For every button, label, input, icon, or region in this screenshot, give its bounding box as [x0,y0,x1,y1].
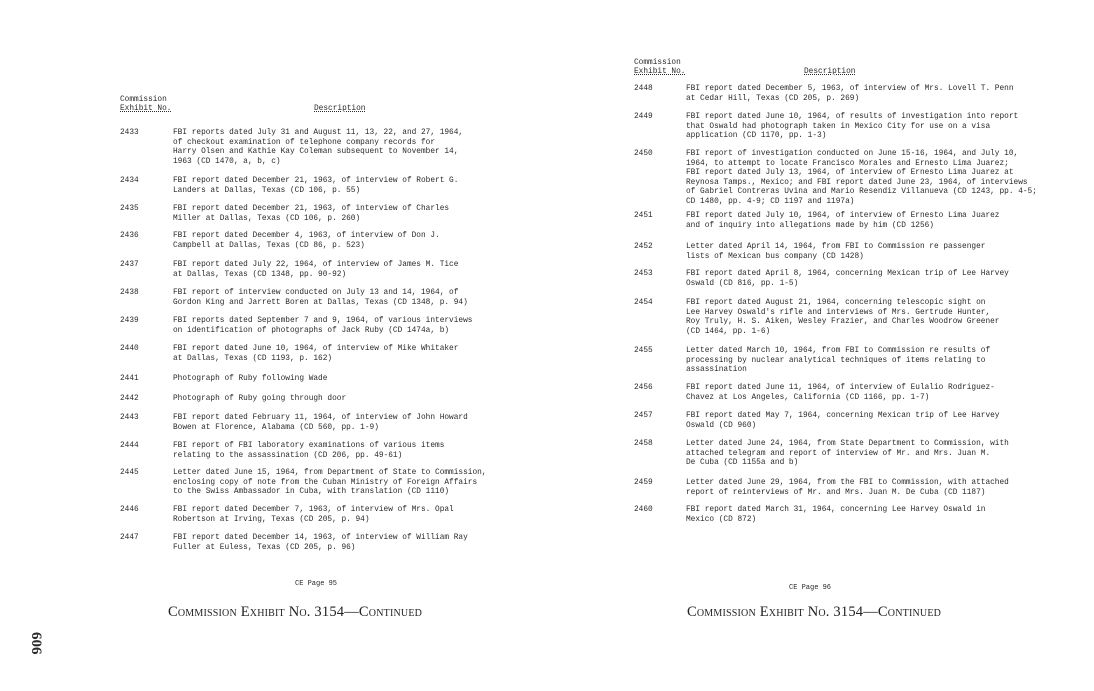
description-line: Campbell at Dallas, Texas (CD 86, p. 523) [173,241,365,250]
description-line: FBI report dated April 8, 1964, concerning Mexican trip of Lee Harvey [686,270,1009,278]
column-header-exhibit-line2: Exhibit No. [120,105,172,113]
description-line: FBI report dated December 21, 1963, of interview of Charles [173,205,450,213]
description-line: (CD 1464, pp. 1-6) [686,327,771,336]
column-header-exhibit-line2: Exhibit No. [634,68,686,76]
description-line: Bowen at Florence, Alabama (CD 560, pp. 1-9) [173,423,379,432]
description-line: FBI report dated December 5, 1963, of interview of Mrs. Lovell T. Penn [686,85,1014,93]
description-line: FBI report of investigation conducted on June 15-16, 1964, and July 10, [686,150,1019,158]
description-line: FBI report dated December 4, 1963, of interview of Don J. [173,232,440,240]
description-line: 1964, to attempt to locate Francisco Morales and Ernesto Lima Juarez; [686,159,1009,168]
exhibit-number: 2433 [120,129,139,137]
description-line: Roy Truly, H. S. Aiken, Wesley Frazier, and Charles Woodrow Greener [686,318,1000,327]
exhibit-number: 2444 [120,442,139,450]
description-line: CD 1480, pp. 4-9; CD 1197 and 1197a) [686,197,855,206]
exhibit-number: 2447 [120,534,139,542]
ce-page-label: CE Page 95 [295,580,338,588]
exhibit-description [173,345,458,364]
exhibit-description [686,412,1000,431]
exhibit-number: 2438 [120,289,139,297]
exhibit-description [173,289,468,308]
description-line: Fuller at Euless, Texas (CD 205, p. 96) [173,543,356,552]
exhibit-number: 2458 [634,440,653,448]
description-line: and of inquiry into allegations made by him (CD 1256) [686,221,934,230]
description-line: FBI report dated July 22, 1964, of interview of James M. Tice [173,261,459,269]
description-line: Harry Olsen and Kathie Kay Coleman subsequent to November 14, [173,148,459,157]
description-line: Letter dated March 10, 1964, from FBI to Commission re results of [686,347,991,355]
description-line: at Cedar Hill, Texas (CD 205, p. 269) [686,94,860,103]
exhibit-number: 2452 [634,243,653,251]
description-line: FBI report dated June 10, 1964, of results of investigation into report [686,113,1019,121]
description-line: FBI reports dated July 31 and August 11, 13, 22, and 27, 1964, [173,129,464,137]
exhibit-description [686,506,985,525]
exhibit-description [686,243,985,262]
description-line: FBI report dated March 31, 1964, concerning Lee Harvey Oswald in [686,506,986,514]
exhibit-number: 2460 [634,506,653,514]
description-line: FBI reports dated September 7 and 9, 1964, of various interviews [173,317,473,325]
exhibit-number: 2454 [634,299,653,307]
exhibit-number: 2459 [634,479,653,487]
exhibit-number: 2434 [120,177,139,185]
description-line: FBI report of FBI laboratory examinations of various items [173,442,445,450]
column-header-exhibit-line1: Commission [634,59,681,67]
description-line: at Dallas, Texas (CD 1348, pp. 90-92) [173,270,347,279]
exhibit-description [173,442,444,461]
description-line: enclosing copy of note from the Cuban Ministry of Foreign Affairs [173,478,478,487]
column-header-exhibit-line1: Commission [120,96,167,104]
exhibit-description [173,129,463,167]
exhibit-description [686,113,1018,142]
description-line: Reynosa Tamps., Mexico; and FBI report dated June 23, 1964, of interviews [686,178,1028,187]
side-page-number: 606 [28,632,44,655]
ce-page-label: CE Page 96 [789,584,832,592]
description-line: FBI report dated July 13, 1964, of interview of Ernesto Lima Juarez at [686,169,1014,178]
description-line: on identification of photographs of Jack Ruby (CD 1474a, b) [173,326,450,335]
column-header-description: Description [804,68,856,76]
description-line: FBI report dated December 21, 1963, of interview of Robert G. [173,177,459,185]
exhibit-description [173,395,346,405]
description-line: report of reinterviews of Mr. and Mrs. Juan M. De Cuba (CD 1187) [686,488,986,497]
description-line: Oswald (CD 816, pp. 1-5) [686,279,799,288]
description-line: at Dallas, Texas (CD 1193, p. 162) [173,354,333,363]
exhibit-number: 2448 [634,85,653,93]
exhibit-number: 2457 [634,412,653,420]
exhibit-description [686,440,1009,469]
description-line: of Gabriel Contreras Uvina and Mario Resendiz Villanueva (CD 1243, pp. 4-5; [686,188,1037,197]
description-line: Mexico (CD 872) [686,515,757,524]
description-line: Letter dated April 14, 1964, from FBI to Commission re passenger [686,243,986,251]
exhibit-description [173,232,440,251]
exhibit-description [686,212,1000,231]
description-line: lists of Mexican bus company (CD 1428) [686,252,864,261]
description-line: Photograph of Ruby following Wade [173,375,328,383]
description-line: 1963 (CD 1470, a, b, c) [173,157,281,166]
exhibit-description [173,375,327,385]
description-line: Chavez at Los Angeles, California (CD 1166, pp. 1-7) [686,393,930,402]
description-line: Letter dated June 15, 1964, from Department of State to Commission, [173,469,487,477]
description-line: Letter dated June 24, 1964, from State Department to Commission, with [686,440,1009,448]
exhibit-number: 2442 [120,395,139,403]
exhibit-number: 2449 [634,113,653,121]
exhibit-description [686,299,1000,337]
description-line: FBI report dated July 10, 1964, of interview of Ernesto Lima Juarez [686,212,1000,220]
description-line: processing by nuclear analytical techniques of items relating to [686,356,986,365]
description-line: FBI report dated June 10, 1964, of interview of Mike Whitaker [173,345,459,353]
exhibit-number: 2451 [634,212,653,220]
exhibit-description [686,347,990,376]
description-line: FBI report dated August 21, 1964, concerning telescopic sight on [686,299,986,307]
description-line: Letter dated June 29, 1964, from the FBI to Commission, with attached [686,479,1009,487]
exhibit-caption: Commission Exhibit No. 3154—Continued [168,604,423,620]
exhibit-description [173,534,468,553]
exhibit-description [686,384,995,403]
exhibit-number: 2446 [120,506,139,514]
description-line: Landers at Dallas, Texas (CD 106, p. 55) [173,186,361,195]
description-line: that Oswald had photograph taken in Mexico City for use on a visa [686,122,991,131]
exhibit-number: 2456 [634,384,653,392]
exhibit-number: 2450 [634,150,653,158]
exhibit-number: 2453 [634,270,653,278]
exhibit-description [686,150,1037,208]
exhibit-caption: Commission Exhibit No. 3154—Continued [687,604,942,620]
description-line: FBI report dated May 7, 1964, concerning Mexican trip of Lee Harvey [686,412,1000,420]
exhibit-number: 2443 [120,414,139,422]
description-line: application (CD 1170, pp. 1-3) [686,132,827,141]
exhibit-description [173,261,458,280]
column-header-description: Description [314,105,366,113]
exhibit-description [686,479,1009,498]
description-line: Gordon King and Jarrett Boren at Dallas, Texas (CD 1348, p. 94) [173,298,468,307]
exhibit-number: 2440 [120,345,139,353]
exhibit-number: 2441 [120,375,139,383]
description-line: FBI report dated December 7, 1963, of interview of Mrs. Opal [173,506,454,514]
description-line: Oswald (CD 960) [686,421,757,430]
description-line: FBI report dated February 11, 1964, of interview of John Howard [173,414,468,422]
exhibit-number: 2445 [120,469,139,477]
exhibit-description [686,85,1014,104]
description-line: Robertson at Irving, Texas (CD 205, p. 94) [173,515,370,524]
description-line: relating to the assassination (CD 206, pp. 49-61) [173,451,403,460]
description-line: to the Swiss Ambassador in Cuba, with translation (CD 1110) [173,488,450,497]
exhibit-number: 2439 [120,317,139,325]
description-line: FBI report of interview conducted on July 13 and 14, 1964, of [173,289,459,297]
description-line: Miller at Dallas, Texas (CD 106, p. 260) [173,214,361,223]
description-line: FBI report dated December 14, 1963, of interview of William Ray [173,534,468,542]
description-line: FBI report dated June 11, 1964, of interview of Eulalio Rodriguez- [686,384,995,392]
exhibit-number: 2437 [120,261,139,269]
exhibit-description [173,506,454,525]
description-line: assassination [686,366,747,375]
description-line: attached telegram and report of interview of Mr. and Mrs. Juan M. [686,449,991,458]
exhibit-description [173,317,472,336]
description-line: Lee Harvey Oswald's rifle and interviews of Mrs. Gertrude Hunter, [686,308,991,317]
exhibit-number: 2455 [634,347,653,355]
exhibit-description [173,469,487,498]
description-line: De Cuba (CD 1155a and b) [686,459,799,468]
exhibit-description [173,414,468,433]
exhibit-description [173,205,449,224]
exhibit-description [686,270,1009,289]
exhibit-number: 2435 [120,205,139,213]
description-line: of checkout examination of telephone company records for [173,138,436,147]
description-line: Photograph of Ruby going through door [173,395,347,403]
exhibit-description [173,177,458,196]
exhibit-number: 2436 [120,232,139,240]
